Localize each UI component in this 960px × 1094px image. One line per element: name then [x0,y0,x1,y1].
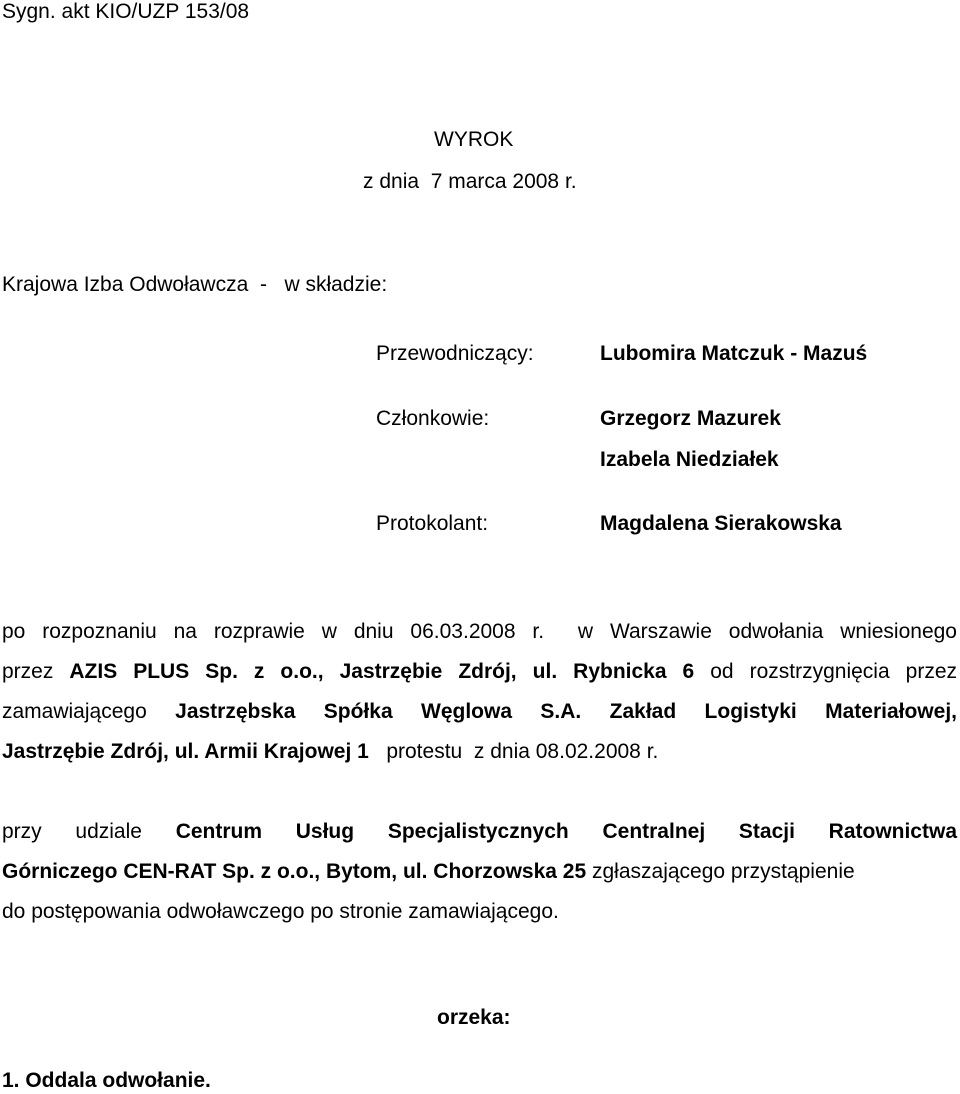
document-title: WYROK [434,128,514,151]
para2-line1: przy udziale Centrum Usług Specjalistycznych Centralnej Stacji Ratownictwa [2,820,957,843]
para2-line3: do postępowania odwoławczego po stronie zamawiającego. [2,900,559,923]
case-signature: Sygn. akt KIO/UZP 153/08 [2,0,250,23]
appellant: AZIS PLUS Sp. z o.o., Jastrzębie Zdrój, ul. Rybnicka 6 [69,660,695,683]
para1-line2: przez AZIS PLUS Sp. z o.o., Jastrzębie Zdrój, ul. Rybnicka 6 od rozstrzygnięcia przez [2,660,958,683]
authority-address: Jastrzębie Zdrój, ul. Armii Krajowej 1 [2,740,369,763]
intervener: Centrum Usług Specjalistycznych Centralnej Stacji Ratownictwa [175,820,957,843]
para2-line2: Górniczego CEN-RAT Sp. z o.o., Bytom, ul. Chorzowska 25 zgłaszającego przystąpienie [2,860,855,883]
clerk-label: Protokolant: [376,512,489,535]
member-name-2: Izabela Niedziałek [600,448,779,471]
ruling-label: orzeka: [437,1006,511,1029]
para1-line3: zamawiającego Jastrzębska Spółka Węglowa S.A. Zakład Logistyki Materiałowej, [2,700,957,723]
chair-label: Przewodniczący: [376,342,534,365]
composition-line: Krajowa Izba Odwoławcza - w składzie: [2,273,388,296]
intervener-address: Górniczego CEN-RAT Sp. z o.o., Bytom, ul. Chorzowska 25 [2,860,587,883]
contracting-authority: Jastrzębska Spółka Węglowa S.A. Zakład Logistyki Materiałowej, [175,700,957,723]
chair-name: Lubomira Matczuk - Mazuś [600,342,868,365]
para1-line4: Jastrzębie Zdrój, ul. Armii Krajowej 1 protestu z dnia 08.02.2008 r. [2,740,659,763]
para1-line1: po rozpoznaniu na rozprawie w dniu 06.03.2008 r. w Warszawie odwołania wniesionego [2,620,957,643]
members-label: Członkowie: [376,407,490,430]
clerk-name: Magdalena Sierakowska [600,512,842,535]
member-name-1: Grzegorz Mazurek [600,407,781,430]
ruling-point-1: 1. Oddala odwołanie. [2,1069,211,1092]
judgment-date: z dnia 7 marca 2008 r. [363,170,577,193]
